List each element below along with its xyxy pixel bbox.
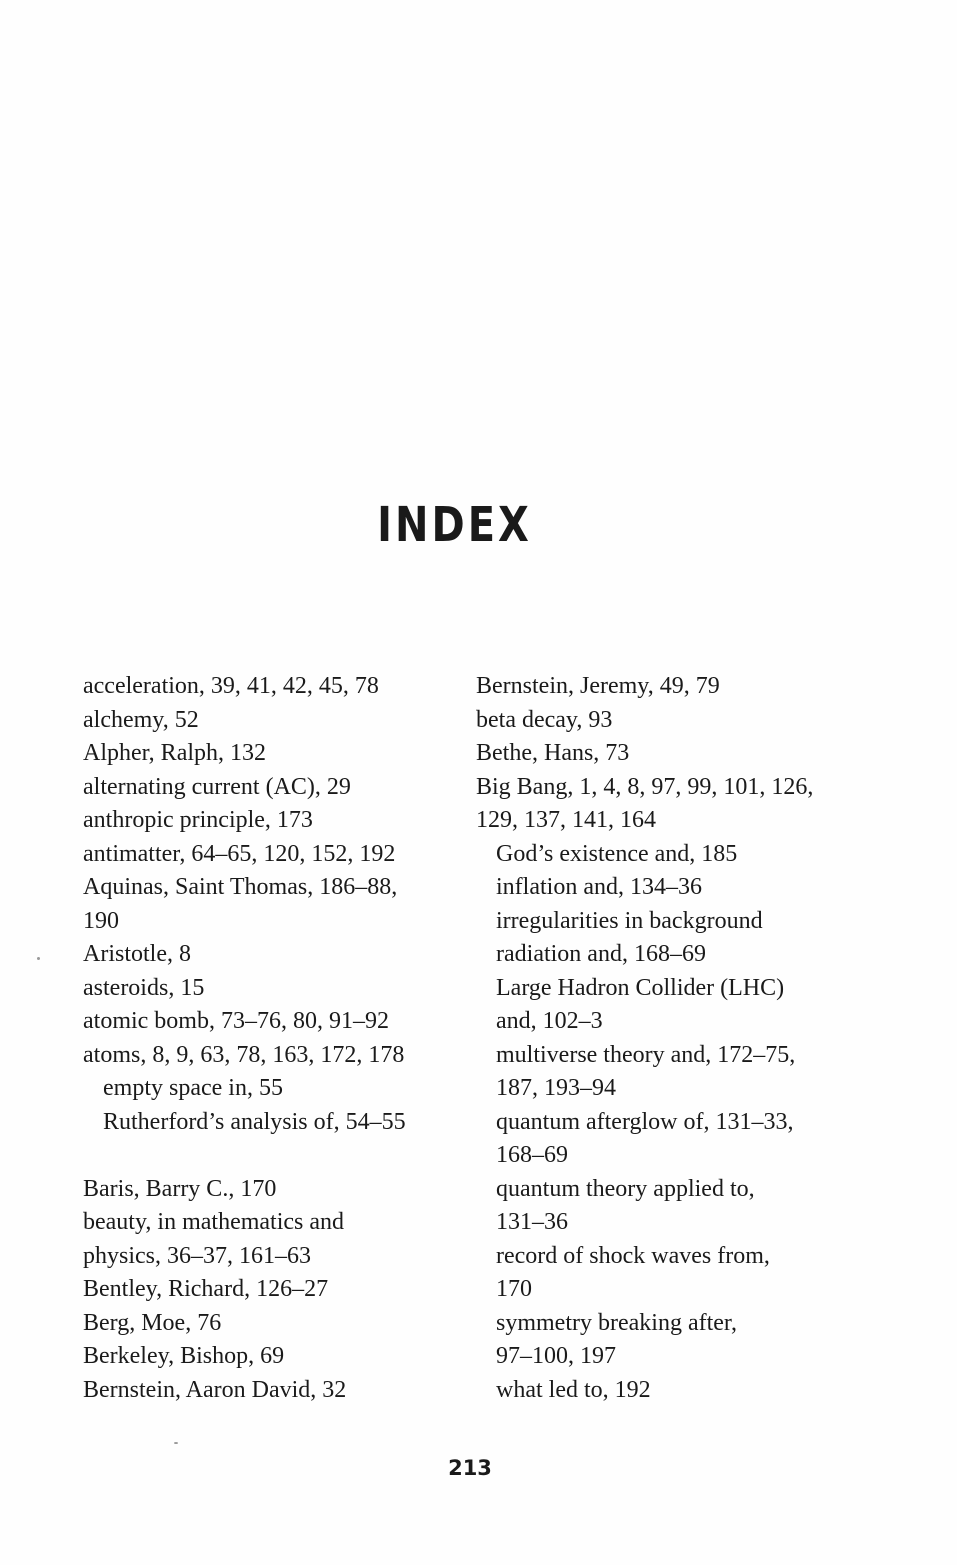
entry-continuation: 190 [83,907,119,934]
entry-line: acceleration, 39, 41, 42, 45, 78 [83,673,379,699]
entry-line: Baris, Barry C., 170 [83,1175,277,1202]
index-subentry [476,1039,876,1106]
index-entry [83,972,463,1006]
entry-continuation: and, 102–3 [496,1008,603,1034]
index-entry [83,670,463,704]
index-entry [83,1005,463,1039]
entry-line: asteroids, 15 [83,974,205,1001]
entry-line: God’s existence and, 185 [496,840,738,867]
index-entry [83,771,463,805]
print-speck [174,1442,178,1444]
entry-line: Rutherford’s analysis of, 54–55 [103,1108,406,1135]
index-column-left [83,670,463,1407]
index-subentry [476,905,876,972]
entry-continuation: 187, 193–94 [496,1075,616,1101]
entry-line: Big Bang, 1, 4, 8, 97, 99, 101, 126, [476,773,814,800]
index-entry [83,1039,463,1073]
index-entry [83,1374,463,1408]
index-subentry [83,1106,463,1140]
entry-continuation: physics, 36–37, 161–63 [83,1242,311,1269]
entry-line: irregularities in background [496,907,763,934]
entry-line: what led to, 192 [496,1376,651,1403]
print-speck [37,957,40,960]
entry-line: Aquinas, Saint Thomas, 186–88, [83,874,398,900]
entry-line: inflation and, 134–36 [496,874,702,900]
index-column-right [476,670,876,1407]
entry-line: quantum theory applied to, [496,1175,755,1202]
index-entry [476,771,876,838]
entry-line: anthropic principle, 173 [83,807,313,833]
index-subentry [476,1240,876,1307]
index-subentry [476,1173,876,1240]
entry-continuation: radiation and, 168–69 [496,941,706,967]
entry-continuation: 131–36 [496,1209,568,1235]
entry-continuation: 129, 137, 141, 164 [476,807,656,833]
index-entry [83,838,463,872]
index-subentry [476,838,876,872]
index-entry [476,670,876,704]
index-entry [83,1173,463,1207]
entry-line: Bernstein, Aaron David, 32 [83,1376,347,1403]
entry-line: antimatter, 64–65, 120, 152, 192 [83,840,396,867]
entry-line: quantum afterglow of, 131–33, [496,1108,794,1135]
index-entry [83,1273,463,1307]
entry-line: symmetry breaking after, [496,1309,737,1336]
index-entry [83,1206,463,1273]
index-entry [476,704,876,738]
index-entry [83,1340,463,1374]
entry-line: record of shock waves from, [496,1242,770,1269]
index-entry [83,938,463,972]
entry-line: multiverse theory and, 172–75, [496,1041,796,1068]
entry-line: Berg, Moe, 76 [83,1309,222,1336]
index-subentry [476,1106,876,1173]
index-subentry [476,1307,876,1374]
index-subentry [476,871,876,905]
index-entry [83,704,463,738]
entry-line: alchemy, 52 [83,706,199,733]
index-title: INDEX [377,498,532,554]
entry-continuation: 170 [496,1276,532,1302]
page-number: 213 [448,1456,492,1480]
entry-line: Bethe, Hans, 73 [476,740,630,766]
index-subentry [476,1374,876,1408]
entry-continuation: 168–69 [496,1142,568,1168]
entry-line: Bentley, Richard, 126–27 [83,1276,329,1302]
entry-line: Alpher, Ralph, 132 [83,740,267,766]
entry-line: atomic bomb, 73–76, 80, 91–92 [83,1008,389,1034]
entry-line: beta decay, 93 [476,706,613,733]
entry-line: Bernstein, Jeremy, 49, 79 [476,673,720,699]
entry-line: alternating current (AC), 29 [83,773,351,800]
entry-line: beauty, in mathematics and [83,1209,345,1235]
entry-line: empty space in, 55 [103,1075,283,1101]
entry-line: Berkeley, Bishop, 69 [83,1343,285,1369]
entry-line: atoms, 8, 9, 63, 78, 163, 172, 178 [83,1041,405,1068]
index-entry [83,871,463,938]
index-entry [83,1307,463,1341]
index-subentry [476,972,876,1039]
index-entry [83,737,463,771]
entry-line: Large Hadron Collider (LHC) [496,974,785,1001]
index-entry [83,804,463,838]
entry-gap [83,1139,463,1173]
index-entry [476,737,876,771]
entry-line: Aristotle, 8 [83,941,191,967]
entry-continuation: 97–100, 197 [496,1343,616,1369]
index-subentry [83,1072,463,1106]
